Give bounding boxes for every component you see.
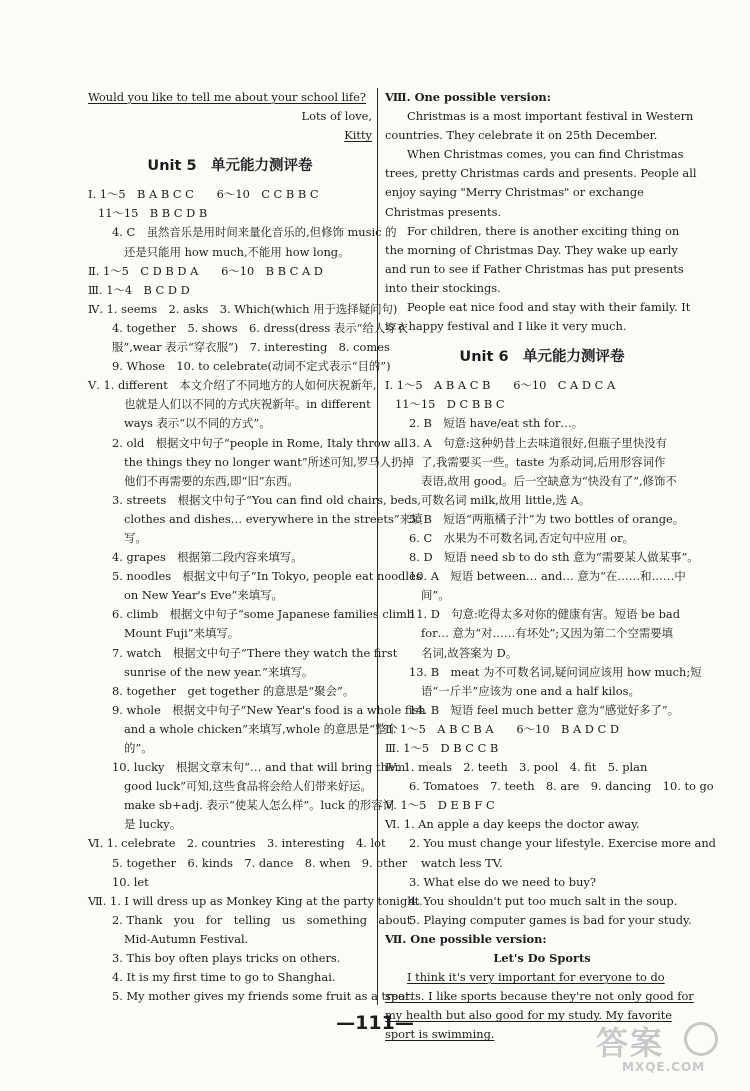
right-line: 2. B 短语 have/eat sth for…。 (409, 416, 584, 431)
left-line: 5. together 6. kinds 7. dance 8. when 9. other (112, 855, 408, 870)
left-line: sunrise of the new year.”来填写。 (124, 664, 314, 679)
left-line: the things they no longer want”所述可知,罗马人扔掉 (124, 454, 414, 469)
left-line: 6. climb 根据文中句子“some Japanese families climb (112, 607, 415, 622)
left-line: 还是只能用 how much,不能用 how long。 (124, 244, 350, 259)
left-line: Ⅳ. 1. seems 2. asks 3. Which(which 用于选择疑问句) (88, 301, 398, 316)
left-line: make sb+adj. 表示“使某人怎么样”。luck 的形容词 (124, 798, 394, 813)
right-line: 3. A 句意:这种奶昔上去味道很好,但瓶子里快没有 (409, 435, 667, 450)
column-divider (377, 88, 378, 1005)
right-line: 5. Playing computer games is bad for your study. (409, 912, 692, 927)
left-line: Lots of love, (301, 109, 372, 124)
left-line: 10. lucky 根据文章末句“… and that will bring them (112, 760, 406, 775)
left-line: 7. watch 根据文中句子“There they watch the first (112, 645, 398, 660)
right-line: 10. A 短语 between… and… 意为“在……和……中 (409, 569, 686, 584)
right-line: 8. D 短语 need sb to do sth 意为“需要某人做某事”。 (409, 550, 699, 565)
left-line: Ⅰ. 1～5 B A B C C 6～10 C C B B C (88, 187, 319, 202)
right-line: 语“一斤半”应该为 one and a half kilos。 (421, 683, 640, 698)
left-line: 他们不再需要的东西,即“旧”东西。 (124, 473, 299, 488)
watermark-url: MXQE.COM (622, 1060, 706, 1074)
page-number: —111— (336, 1012, 414, 1034)
watermark-logo (594, 1018, 728, 1080)
left-line: 4. together 5. shows 6. dress(dress 表示“给人穿衣 (112, 320, 409, 335)
right-line: 13. B meat 为不可数名词,疑问词应该用 how much;短 (409, 664, 702, 679)
left-line: ways 表示“以不同的方式”。 (124, 416, 271, 431)
left-line: 服”,wear 表示“穿衣服”) 7. interesting 8. comes (112, 340, 390, 355)
right-line: 6. Tomatoes 7. teeth 8. are 9. dancing 10. to go (409, 779, 714, 794)
right-line: Ⅴ. 1～5 D E B F C (385, 798, 495, 813)
left-line: 2. Thank you for telling us something about (112, 912, 412, 927)
right-line: Ⅵ. 1. An apple a day keeps the doctor away. (385, 817, 640, 832)
left-line: 11～15 B B C D B (98, 206, 208, 221)
left-line: Mid-Autumn Festival. (124, 931, 249, 946)
right-line: People eat nice food and stay with their family. It is a happy festival and I like it very much. (385, 300, 691, 334)
right-line: 3. What else do we need to buy? (409, 874, 596, 889)
right-line: for… 意为“对……有坏处”;又因为第二个空需要填 (421, 626, 674, 641)
right-line: Ⅰ. 1～5 A B A C B 6～10 C A D C A (385, 378, 616, 393)
right-line: 5. B 短语“两瓶橘子汁”为 two bottles of orange。 (409, 511, 685, 526)
right-column (385, 88, 716, 1044)
right-line: 表语,故用 good。后一空缺意为“快没有了”,修饰不 (421, 473, 677, 488)
left-line: Kitty (344, 128, 372, 143)
right-line: 2. You must change your lifestyle. Exercise more and (409, 836, 716, 851)
right-line: Let's Do Sports (493, 951, 591, 966)
right-line: 11～15 D C B B C (395, 397, 505, 412)
watermark-text: 答案 (596, 1024, 665, 1062)
right-line: 了,我需要买一些。taste 为系动词,后用形容词作 (421, 454, 666, 469)
left-line: Mount Fuji”来填写。 (124, 626, 240, 641)
left-line: Ⅴ. 1. different 本文介绍了不同地方的人如何庆祝新年, (88, 378, 377, 393)
right-line: 可数名词 milk,故用 little,选 A。 (421, 492, 591, 507)
right-line: Unit 6 单元能力测评卷 (459, 349, 625, 366)
left-line: 3. streets 根据文中句子“You can find old chairs, beds, (112, 492, 422, 507)
left-line: 9. whole 根据文中句子“New Year's food is a whole fish (112, 702, 426, 717)
left-line: 是 lucky。 (124, 817, 182, 832)
left-line: 9. Whose 10. to celebrate(动词不定式表示“目的”) (112, 359, 391, 374)
left-line: Ⅶ. 1. I will dress up as Monkey King at the party tonight. (88, 893, 423, 908)
right-line: Ⅲ. 1～5 D B C C B (385, 741, 499, 755)
right-line: 名词,故答案为 D。 (421, 645, 518, 660)
right-line: For children, there is another exciting thing on the morning of Christmas Day. They wake up early and run to see if Father Christmas has put presents into their stockings. (385, 223, 684, 295)
right-line: 间”。 (421, 588, 450, 603)
left-line: good luck”可知,这些食品将会给人们带来好运。 (124, 779, 372, 794)
right-line: When Christmas comes, you can find Christmas trees, pretty Christmas cards and presents. People all enjoy saying "Merry Christmas" or exchange Christmas presents. (385, 147, 697, 219)
left-line: 5. My mother gives my friends some fruit as a treat. (112, 989, 414, 1004)
left-line: 写。 (124, 530, 147, 545)
left-line: 2. old 根据文中句子“people in Rome, Italy throw all (112, 435, 409, 450)
right-line: 14. B 短语 feel much better 意为“感觉好多了”。 (409, 702, 680, 717)
left-line: 8. together get together 的意思是“聚会”。 (112, 683, 355, 698)
left-line: 4. grapes 根据第二段内容来填写。 (112, 550, 303, 565)
left-line: 10. let (112, 874, 149, 889)
left-line: 4. C 虽然音乐是用时间来量化音乐的,但修饰 music 的 (112, 225, 397, 240)
left-line: 也就是人们以不同的方式庆祝新年。in different (124, 397, 371, 412)
left-line: Would you like to tell me about your school life? (88, 90, 366, 104)
right-line: Ⅱ. 1～5 A B C B A 6～10 B A D C D (385, 721, 620, 736)
left-line: 5. noodles 根据文中句子“In Tokyo, people eat noodles (112, 569, 422, 584)
right-line: 4. You shouldn't put too much salt in the soup. (409, 893, 678, 908)
left-line: Ⅲ. 1～4 B C D D (88, 282, 190, 297)
left-column (88, 88, 426, 1006)
right-line: Ⅶ. One possible version: (385, 931, 547, 946)
right-line: watch less TV. (421, 855, 503, 870)
left-line: Ⅵ. 1. celebrate 2. countries 3. interesting 4. lot (88, 836, 386, 851)
right-line: Ⅳ. 1. meals 2. teeth 3. pool 4. fit 5. plan (385, 760, 648, 775)
right-line: Ⅷ. One possible version: (385, 90, 551, 104)
left-line: and a whole chicken”来填写,whole 的意思是“整个 (124, 721, 398, 736)
left-line: 的”。 (124, 741, 153, 755)
right-line: 6. C 水果为不可数名词,否定句中应用 or。 (409, 530, 634, 545)
left-line: Unit 5 单元能力测评卷 (147, 158, 313, 175)
watermark-ring-icon (684, 1022, 718, 1056)
right-line: I think it's very important for everyone to do sports. I like sports because they're not only good for my health but also good for my study. My favorite sport is swimming. (385, 970, 694, 1042)
left-line: 3. This boy often plays tricks on others. (112, 951, 341, 966)
left-line: on New Year's Eve”来填写。 (124, 588, 283, 603)
left-line: Ⅱ. 1～5 C D B D A 6～10 B B C A D (88, 263, 323, 278)
right-line: 11. D 句意:吃得太多对你的健康有害。短语 be bad (409, 607, 680, 622)
left-line: clothes and dishes… everywhere in the streets”来填 (124, 511, 423, 526)
left-line: 4. It is my first time to go to Shanghai. (112, 970, 336, 985)
right-line: Christmas is a most important festival in Western countries. They celebrate it on 25th December. (385, 109, 694, 143)
